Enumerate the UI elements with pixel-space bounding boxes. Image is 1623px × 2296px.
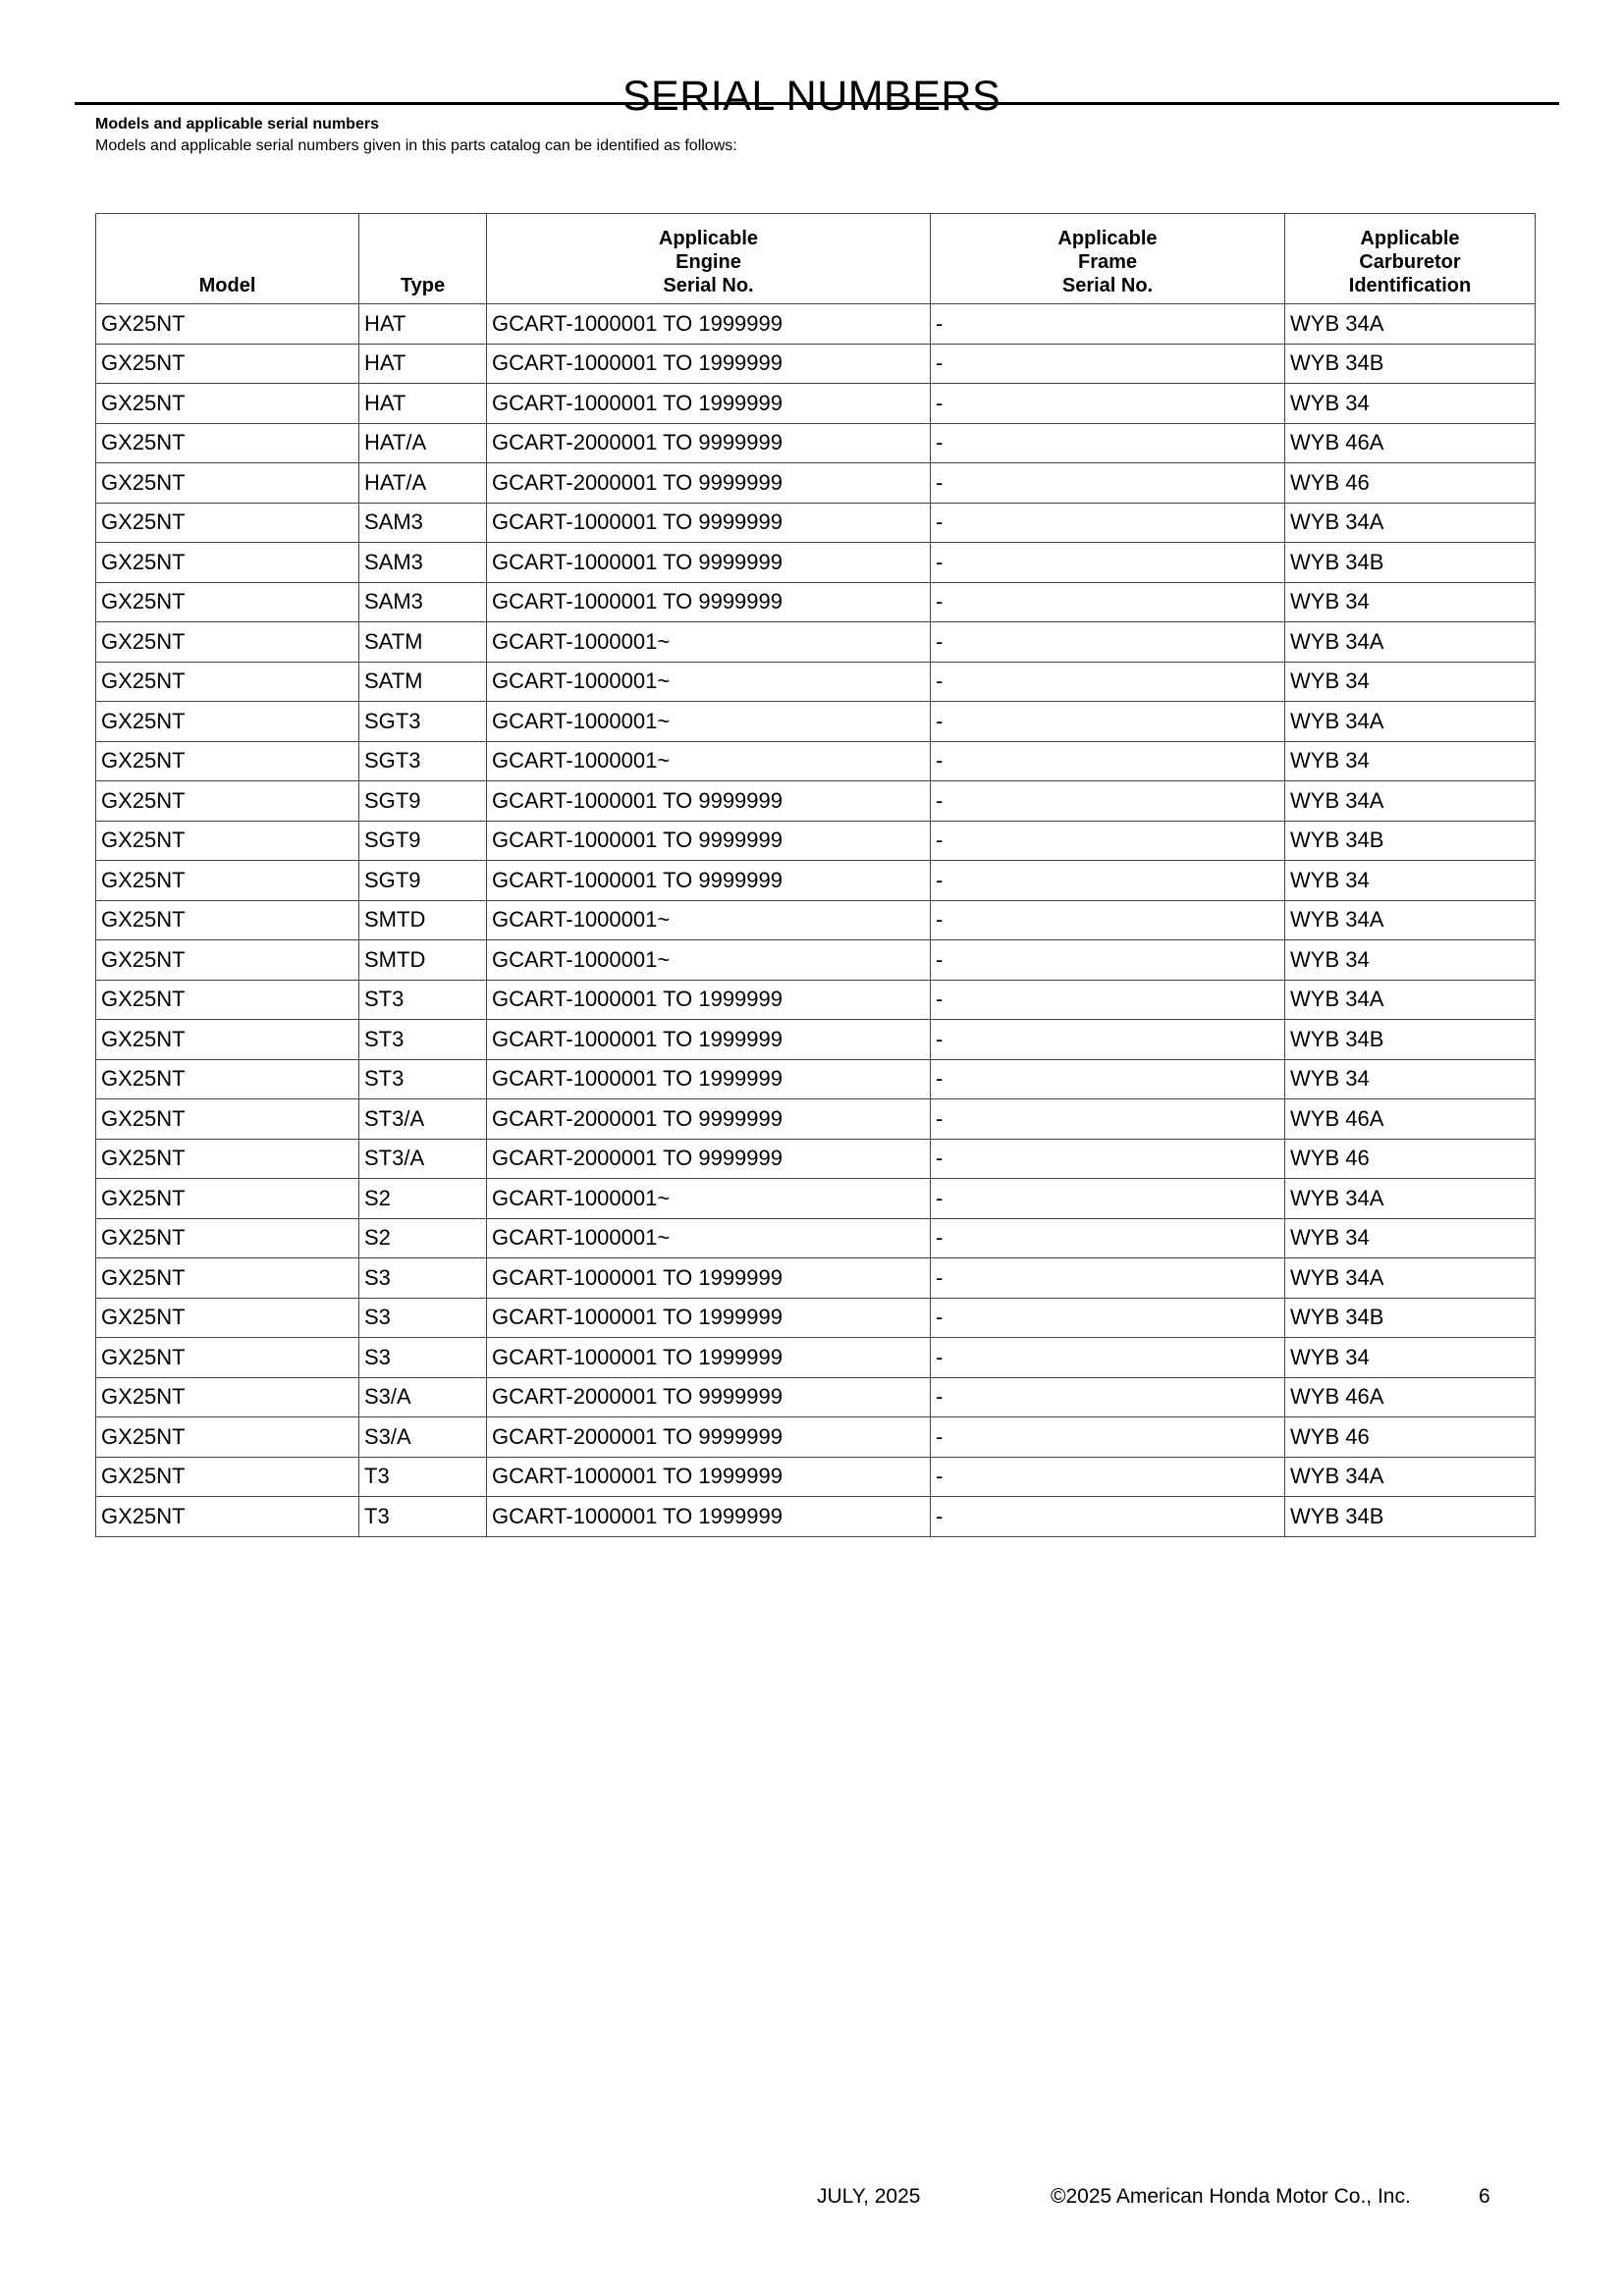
header-line: Serial No. <box>663 275 754 296</box>
type-cell: ST3/A <box>359 1139 487 1179</box>
table-row <box>96 900 1536 940</box>
table-row <box>96 821 1536 861</box>
table-row <box>96 1457 1536 1497</box>
model-cell: GX25NT <box>96 423 359 463</box>
engine-serial-cell: GCART-2000001 TO 9999999 <box>487 1417 931 1458</box>
table-row <box>96 781 1536 822</box>
table-row <box>96 662 1536 702</box>
type-cell: S2 <box>359 1218 487 1258</box>
type-cell: S3/A <box>359 1377 487 1417</box>
type-cell: SGT9 <box>359 821 487 861</box>
model-cell: GX25NT <box>96 1457 359 1497</box>
table-row <box>96 622 1536 663</box>
frame-serial-cell: - <box>931 1020 1285 1060</box>
type-cell: SMTD <box>359 940 487 981</box>
model-cell: GX25NT <box>96 503 359 543</box>
frame-serial-cell: - <box>931 1139 1285 1179</box>
table-row <box>96 543 1536 583</box>
frame-serial-cell: - <box>931 304 1285 345</box>
frame-serial-cell: - <box>931 423 1285 463</box>
type-cell: SGT9 <box>359 861 487 901</box>
engine-serial-cell: GCART-2000001 TO 9999999 <box>487 1377 931 1417</box>
engine-serial-cell: GCART-1000001 TO 1999999 <box>487 384 931 424</box>
frame-serial-cell: - <box>931 662 1285 702</box>
page-title: SERIAL NUMBERS <box>622 72 1001 120</box>
engine-serial-cell: GCART-1000001 TO 9999999 <box>487 582 931 622</box>
serial-numbers-table <box>95 213 1536 1537</box>
type-cell: ST3 <box>359 1020 487 1060</box>
frame-serial-cell: - <box>931 1059 1285 1099</box>
carburetor-id-cell: WYB 34 <box>1285 662 1536 702</box>
type-cell: S3 <box>359 1298 487 1338</box>
table-row <box>96 423 1536 463</box>
frame-serial-cell: - <box>931 622 1285 663</box>
frame-serial-cell: - <box>931 741 1285 781</box>
model-cell: GX25NT <box>96 384 359 424</box>
engine-serial-cell: GCART-2000001 TO 9999999 <box>487 463 931 504</box>
carburetor-id-cell: WYB 46 <box>1285 1139 1536 1179</box>
type-cell: SATM <box>359 622 487 663</box>
type-cell: SMTD <box>359 900 487 940</box>
type-cell: T3 <box>359 1457 487 1497</box>
frame-serial-cell: - <box>931 1218 1285 1258</box>
table-row <box>96 1417 1536 1458</box>
model-cell: GX25NT <box>96 662 359 702</box>
type-cell: S3 <box>359 1338 487 1378</box>
table-row <box>96 1059 1536 1099</box>
table-row <box>96 1298 1536 1338</box>
engine-serial-cell: GCART-1000001 TO 9999999 <box>487 503 931 543</box>
table-row <box>96 503 1536 543</box>
header-line: Carburetor <box>1359 251 1461 273</box>
model-cell: GX25NT <box>96 821 359 861</box>
engine-serial-cell: GCART-2000001 TO 9999999 <box>487 1099 931 1140</box>
carburetor-id-cell: WYB 34B <box>1285 1497 1536 1537</box>
type-cell: HAT <box>359 304 487 345</box>
type-cell: SGT3 <box>359 741 487 781</box>
model-cell: GX25NT <box>96 463 359 504</box>
model-cell: GX25NT <box>96 980 359 1020</box>
header-type <box>359 214 487 304</box>
frame-serial-cell: - <box>931 1298 1285 1338</box>
model-cell: GX25NT <box>96 900 359 940</box>
model-cell: GX25NT <box>96 1218 359 1258</box>
carburetor-id-cell: WYB 34 <box>1285 861 1536 901</box>
type-cell: ST3 <box>359 980 487 1020</box>
table-row <box>96 980 1536 1020</box>
carburetor-id-cell: WYB 34B <box>1285 344 1536 384</box>
engine-serial-cell: GCART-1000001 TO 9999999 <box>487 543 931 583</box>
engine-serial-cell: GCART-1000001 TO 1999999 <box>487 1298 931 1338</box>
table-row <box>96 1099 1536 1140</box>
engine-serial-cell: GCART-1000001 TO 1999999 <box>487 1258 931 1299</box>
model-cell: GX25NT <box>96 702 359 742</box>
table-row <box>96 304 1536 345</box>
carburetor-id-cell: WYB 34A <box>1285 1258 1536 1299</box>
engine-serial-cell: GCART-1000001 TO 1999999 <box>487 1338 931 1378</box>
type-cell: S2 <box>359 1179 487 1219</box>
footer-copyright: ©2025 American Honda Motor Co., Inc. <box>1051 2185 1411 2208</box>
table-row <box>96 1497 1536 1537</box>
type-cell: HAT/A <box>359 463 487 504</box>
intro-text: Models and applicable serial numbers given in this parts catalog can be identified as follows: <box>95 137 737 154</box>
table-row <box>96 702 1536 742</box>
frame-serial-cell: - <box>931 1258 1285 1299</box>
table-row <box>96 582 1536 622</box>
frame-serial-cell: - <box>931 503 1285 543</box>
carburetor-id-cell: WYB 34A <box>1285 622 1536 663</box>
model-cell: GX25NT <box>96 1099 359 1140</box>
type-cell: SAM3 <box>359 582 487 622</box>
frame-serial-cell: - <box>931 582 1285 622</box>
header-line: Type <box>400 275 446 296</box>
engine-serial-cell: GCART-1000001 TO 1999999 <box>487 1020 931 1060</box>
header-line: Frame <box>1077 251 1138 273</box>
carburetor-id-cell: WYB 34 <box>1285 1218 1536 1258</box>
carburetor-id-cell: WYB 34B <box>1285 1298 1536 1338</box>
type-cell: T3 <box>359 1497 487 1537</box>
carburetor-id-cell: WYB 34A <box>1285 900 1536 940</box>
carburetor-id-cell: WYB 34 <box>1285 1338 1536 1378</box>
engine-serial-cell: GCART-1000001~ <box>487 1218 931 1258</box>
carburetor-id-cell: WYB 34A <box>1285 503 1536 543</box>
frame-serial-cell: - <box>931 861 1285 901</box>
table-row <box>96 384 1536 424</box>
model-cell: GX25NT <box>96 1417 359 1458</box>
type-cell: S3 <box>359 1258 487 1299</box>
header-model <box>96 214 359 304</box>
header-engine-serial <box>487 214 931 304</box>
carburetor-id-cell: WYB 34 <box>1285 741 1536 781</box>
model-cell: GX25NT <box>96 543 359 583</box>
type-cell: SGT9 <box>359 781 487 822</box>
frame-serial-cell: - <box>931 384 1285 424</box>
carburetor-id-cell: WYB 46A <box>1285 423 1536 463</box>
type-cell: SGT3 <box>359 702 487 742</box>
carburetor-id-cell: WYB 34 <box>1285 582 1536 622</box>
engine-serial-cell: GCART-1000001 TO 1999999 <box>487 1497 931 1537</box>
header-line: Applicable <box>1057 228 1158 249</box>
table-row <box>96 1258 1536 1299</box>
engine-serial-cell: GCART-1000001~ <box>487 940 931 981</box>
type-cell: SATM <box>359 662 487 702</box>
engine-serial-cell: GCART-1000001~ <box>487 622 931 663</box>
carburetor-id-cell: WYB 34 <box>1285 940 1536 981</box>
frame-serial-cell: - <box>931 1099 1285 1140</box>
frame-serial-cell: - <box>931 1179 1285 1219</box>
model-cell: GX25NT <box>96 1179 359 1219</box>
type-cell: HAT <box>359 384 487 424</box>
carburetor-id-cell: WYB 34B <box>1285 821 1536 861</box>
model-cell: GX25NT <box>96 1020 359 1060</box>
header-line: Applicable <box>658 228 759 249</box>
frame-serial-cell: - <box>931 702 1285 742</box>
engine-serial-cell: GCART-1000001 TO 1999999 <box>487 980 931 1020</box>
engine-serial-cell: GCART-1000001~ <box>487 1179 931 1219</box>
engine-serial-cell: GCART-1000001~ <box>487 900 931 940</box>
engine-serial-cell: GCART-1000001 TO 1999999 <box>487 1457 931 1497</box>
carburetor-id-cell: WYB 34A <box>1285 702 1536 742</box>
engine-serial-cell: GCART-1000001 TO 9999999 <box>487 821 931 861</box>
header-line: Applicable <box>1360 228 1460 249</box>
header-line: Engine <box>676 251 741 273</box>
header-frame-serial <box>931 214 1285 304</box>
type-cell: S3/A <box>359 1417 487 1458</box>
frame-serial-cell: - <box>931 900 1285 940</box>
carburetor-id-cell: WYB 34A <box>1285 980 1536 1020</box>
engine-serial-cell: GCART-1000001 TO 9999999 <box>487 861 931 901</box>
table-row <box>96 1020 1536 1060</box>
header-carburetor-id <box>1285 214 1536 304</box>
carburetor-id-cell: WYB 46A <box>1285 1099 1536 1140</box>
frame-serial-cell: - <box>931 821 1285 861</box>
model-cell: GX25NT <box>96 1139 359 1179</box>
footer-date: JULY, 2025 <box>817 2185 921 2208</box>
model-cell: GX25NT <box>96 741 359 781</box>
table-row <box>96 1377 1536 1417</box>
frame-serial-cell: - <box>931 1457 1285 1497</box>
model-cell: GX25NT <box>96 1258 359 1299</box>
type-cell: SAM3 <box>359 543 487 583</box>
carburetor-id-cell: WYB 34B <box>1285 543 1536 583</box>
model-cell: GX25NT <box>96 1338 359 1378</box>
model-cell: GX25NT <box>96 582 359 622</box>
table-row <box>96 463 1536 504</box>
carburetor-id-cell: WYB 34 <box>1285 1059 1536 1099</box>
type-cell: SAM3 <box>359 503 487 543</box>
model-cell: GX25NT <box>96 781 359 822</box>
carburetor-id-cell: WYB 34 <box>1285 384 1536 424</box>
engine-serial-cell: GCART-1000001 TO 9999999 <box>487 781 931 822</box>
model-cell: GX25NT <box>96 1298 359 1338</box>
table-row <box>96 861 1536 901</box>
table-header-row <box>96 214 1536 304</box>
frame-serial-cell: - <box>931 1497 1285 1537</box>
table-row <box>96 1179 1536 1219</box>
table-row <box>96 940 1536 981</box>
type-cell: ST3 <box>359 1059 487 1099</box>
carburetor-id-cell: WYB 46A <box>1285 1377 1536 1417</box>
type-cell: ST3/A <box>359 1099 487 1140</box>
table-row <box>96 1338 1536 1378</box>
table-body <box>96 304 1536 1537</box>
type-cell: HAT/A <box>359 423 487 463</box>
frame-serial-cell: - <box>931 1417 1285 1458</box>
engine-serial-cell: GCART-1000001~ <box>487 741 931 781</box>
carburetor-id-cell: WYB 34A <box>1285 781 1536 822</box>
engine-serial-cell: GCART-1000001~ <box>487 702 931 742</box>
table-row <box>96 344 1536 384</box>
section-subheading: Models and applicable serial numbers <box>95 116 379 133</box>
model-cell: GX25NT <box>96 861 359 901</box>
model-cell: GX25NT <box>96 622 359 663</box>
frame-serial-cell: - <box>931 980 1285 1020</box>
carburetor-id-cell: WYB 46 <box>1285 463 1536 504</box>
engine-serial-cell: GCART-1000001 TO 1999999 <box>487 344 931 384</box>
model-cell: GX25NT <box>96 1497 359 1537</box>
table-row <box>96 1218 1536 1258</box>
header-line: Serial No. <box>1061 275 1154 296</box>
frame-serial-cell: - <box>931 543 1285 583</box>
type-cell: HAT <box>359 344 487 384</box>
carburetor-id-cell: WYB 34A <box>1285 304 1536 345</box>
carburetor-id-cell: WYB 34A <box>1285 1457 1536 1497</box>
table-row <box>96 741 1536 781</box>
frame-serial-cell: - <box>931 940 1285 981</box>
frame-serial-cell: - <box>931 344 1285 384</box>
header-line: Identification <box>1348 275 1472 296</box>
engine-serial-cell: GCART-1000001 TO 1999999 <box>487 1059 931 1099</box>
page-number: 6 <box>1479 2185 1490 2208</box>
engine-serial-cell: GCART-2000001 TO 9999999 <box>487 1139 931 1179</box>
frame-serial-cell: - <box>931 463 1285 504</box>
frame-serial-cell: - <box>931 1338 1285 1378</box>
engine-serial-cell: GCART-1000001~ <box>487 662 931 702</box>
model-cell: GX25NT <box>96 940 359 981</box>
carburetor-id-cell: WYB 46 <box>1285 1417 1536 1458</box>
frame-serial-cell: - <box>931 781 1285 822</box>
engine-serial-cell: GCART-2000001 TO 9999999 <box>487 423 931 463</box>
frame-serial-cell: - <box>931 1377 1285 1417</box>
carburetor-id-cell: WYB 34A <box>1285 1179 1536 1219</box>
model-cell: GX25NT <box>96 304 359 345</box>
engine-serial-cell: GCART-1000001 TO 1999999 <box>487 304 931 345</box>
model-cell: GX25NT <box>96 1377 359 1417</box>
carburetor-id-cell: WYB 34B <box>1285 1020 1536 1060</box>
header-line: Model <box>198 275 256 296</box>
title-rule <box>75 102 1559 105</box>
model-cell: GX25NT <box>96 1059 359 1099</box>
table-row <box>96 1139 1536 1179</box>
model-cell: GX25NT <box>96 344 359 384</box>
